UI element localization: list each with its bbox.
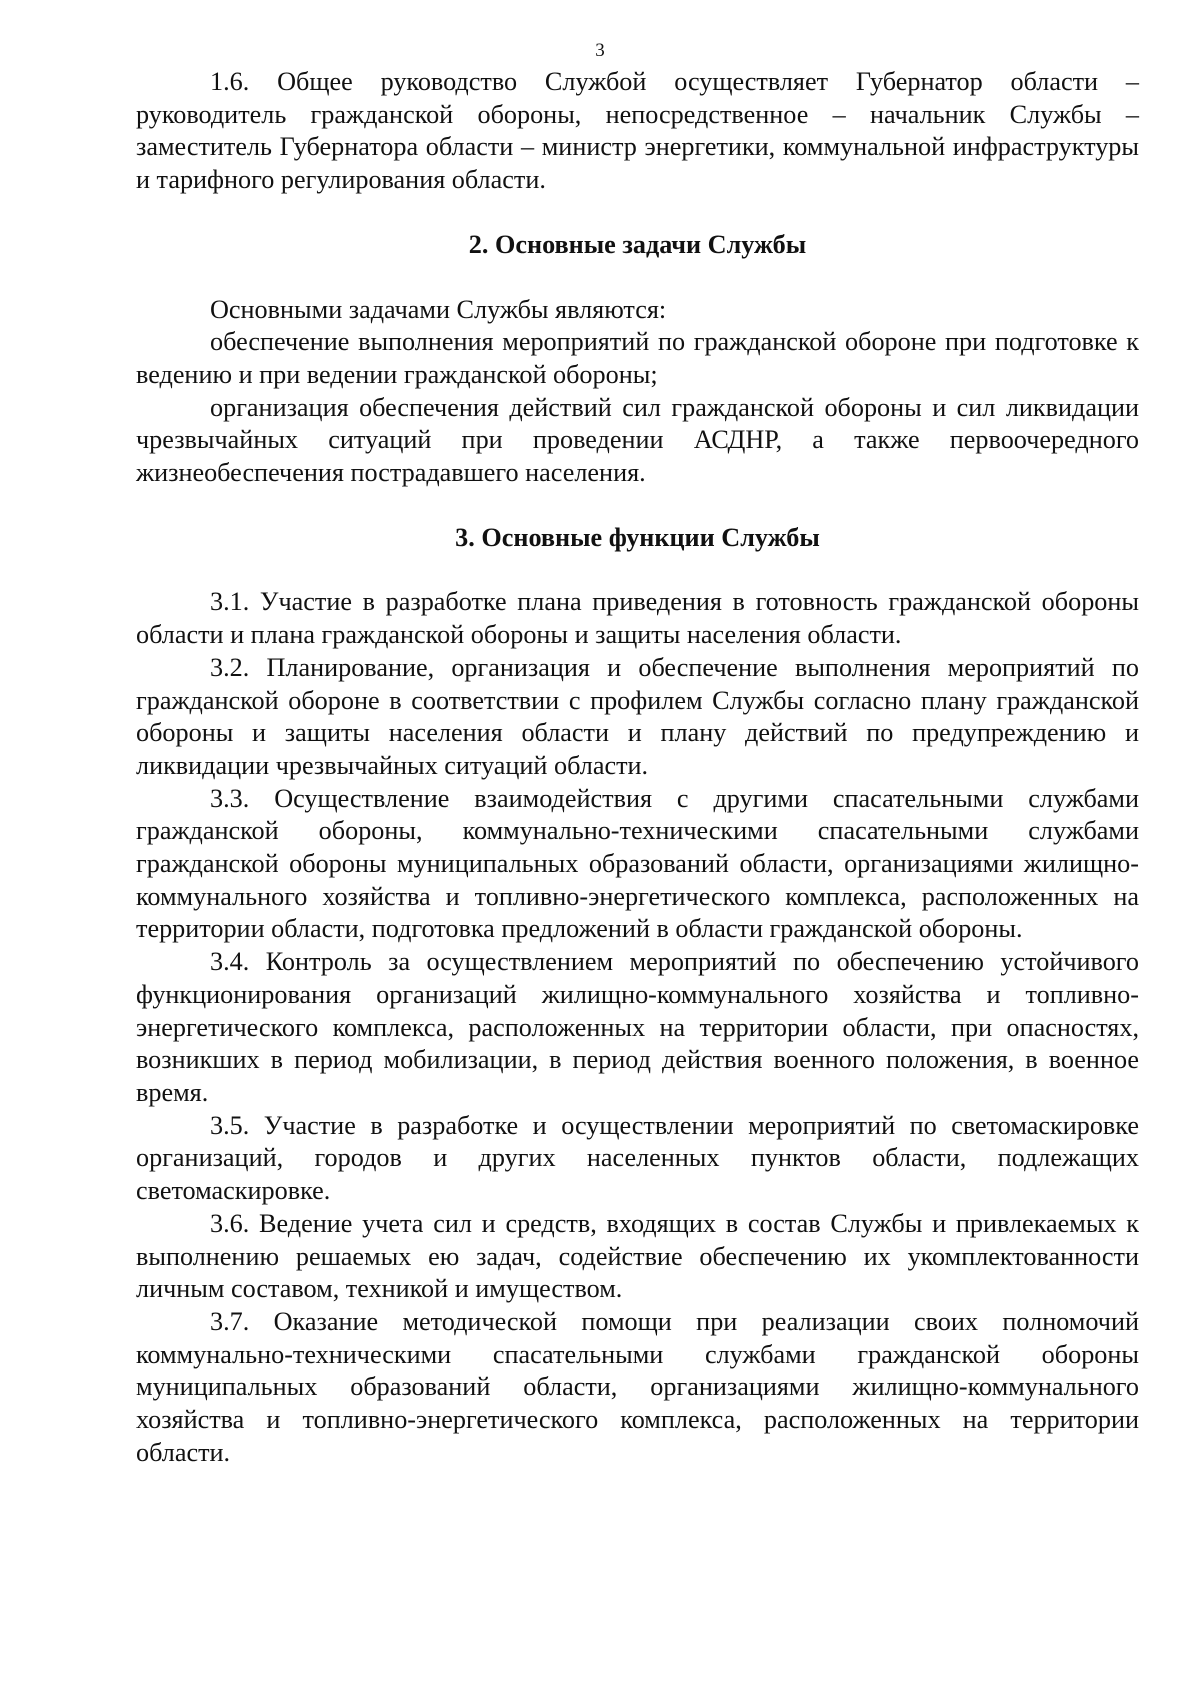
section-2-heading: 2. Основные задачи Службы	[468, 229, 807, 259]
paragraph-3-3: 3.3. Осуществление взаимодействия с другими спасательными службами гражданской обороны, коммунально-техническими спасательными службами гражданской обороны муниципальных образований области, организациями жилищно-коммунального хозяйства и топливно-энергетического комплекса, расположенных на территории области, подготовка предложений в области гражданской обороны.	[136, 783, 1139, 944]
paragraph-3-1: 3.1. Участие в разработке плана приведения в готовность гражданской обороны области и плана гражданской обороны и защиты населения области.	[136, 587, 1139, 650]
section-2-task-1: обеспечение выполнения мероприятий по гражданской обороне при подготовке к ведению и при ведении гражданской обороны;	[136, 327, 1139, 389]
paragraph-3-5: 3.5. Участие в разработке и осуществлении мероприятий по светомаскировке организаций, городов и других населенных пунктов области, подлежащих светомаскировке.	[136, 1110, 1139, 1206]
paragraph-3-7: 3.7. Оказание методической помощи при реализации своих полномочий коммунально-техническими спасательными службами гражданской обороны муниципальных образований области, организациями жилищно-коммунального хозяйства и топливно-энергетического комплекса, расположенных на территории области.	[136, 1306, 1139, 1467]
page-number: 3	[595, 40, 605, 61]
paragraph-3-4: 3.4. Контроль за осуществлением мероприятий по обеспечению устойчивого функционирования организаций жилищно-коммунального хозяйства и топливно-энергетического комплекса, расположенных на территории области, при опасностях, возникших в период мобилизации, в период действия военного положения, в военное время.	[136, 947, 1139, 1107]
section-2-task-2: организация обеспечения действий сил гражданской обороны и сил ликвидации чрезвычайных ситуаций при проведении АСДНР, а также первоочередного жизнеобеспечения пострадавшего населения.	[136, 392, 1139, 488]
section-3-heading: 3. Основные функции Службы	[455, 522, 820, 552]
paragraph-3-6: 3.6. Ведение учета сил и средств, входящих в состав Службы и привлекаемых к выполнению решаемых ею задач, содействие обеспечению их укомплектованности личным составом, техникой и имуществом.	[136, 1208, 1139, 1304]
paragraph-3-2: 3.2. Планирование, организация и обеспечение выполнения мероприятий по гражданской обороне в соответствии с профилем Службы согласно плану гражданской обороны и защиты населения области и плану действий по предупреждению и ликвидации чрезвычайных ситуаций области.	[136, 652, 1139, 780]
document-body	[136, 66, 1139, 1469]
section-2-lead: Основными задачами Службы являются:	[210, 294, 667, 324]
paragraph-1-6: 1.6. Общее руководство Службой осуществляет Губернатор области – руководитель гражданской обороны, непосредственное – начальник Службы – заместитель Губернатора области – министр энергетики, коммунальной инфраструктуры и тарифного регулирования области.	[136, 67, 1139, 195]
